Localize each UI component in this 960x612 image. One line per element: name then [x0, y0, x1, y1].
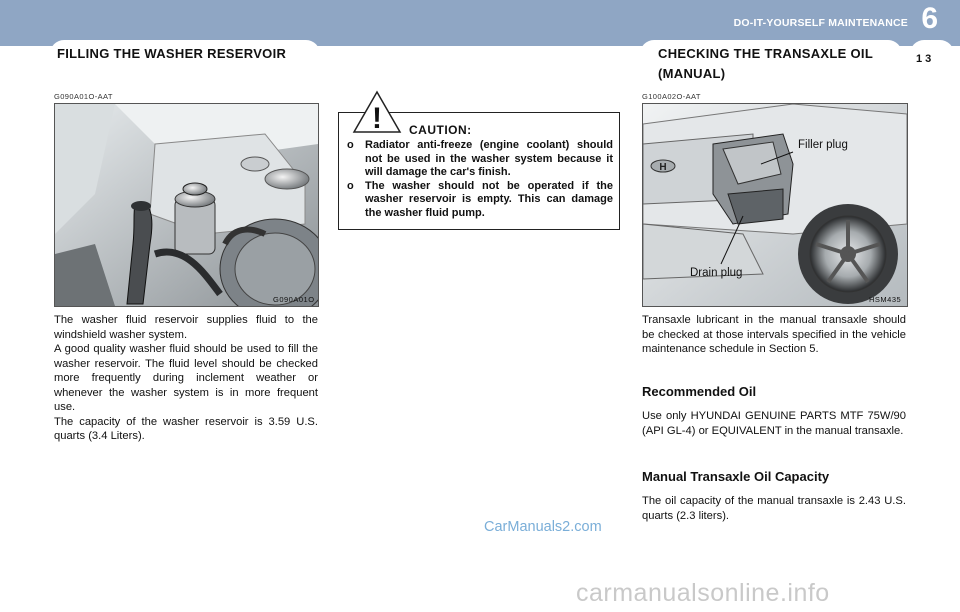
warning-triangle-icon: [352, 90, 402, 134]
washer-reservoir-photo: [54, 103, 319, 307]
transaxle-photo: [642, 103, 908, 307]
left-section-title: FILLING THE WASHER RESERVOIR: [57, 46, 287, 61]
right-section-title-line2: (MANUAL): [658, 66, 726, 81]
oil-capacity-heading: Manual Transaxle Oil Capacity: [642, 469, 830, 484]
left-doc-code: G090A01O-AAT: [54, 92, 113, 101]
caution-item: [347, 139, 613, 180]
caution-list: [347, 139, 613, 221]
drain-plug-callout: Drain plug: [690, 267, 743, 279]
engine-bay-illustration: [55, 104, 318, 306]
transaxle-intro-text: Transaxle lubricant in the manual transaxle should be checked at those intervals specified in the vehicle maintenance schedule in Section 5.: [642, 314, 906, 355]
oil-capacity-text: The oil capacity of the manual transaxle is 2.43 U.S. quarts (2.3 liters).: [642, 495, 906, 522]
left-body-paragraph: A good quality washer fluid should be used to fill the washer reservoir. The fluid level should be checked more frequently during inclement weather or whenever the washer system is in more frequent use.: [54, 343, 318, 413]
left-body-text: [54, 313, 318, 444]
vehicle-front-illustration: [643, 104, 907, 306]
svg-text:H: H: [659, 162, 667, 173]
right-image-label: HSM435: [869, 295, 902, 304]
page-number: 13: [916, 53, 935, 65]
caution-item-text: Radiator anti-freeze (engine coolant) should not be used in the washer system because it will damage the car's finish.: [365, 139, 613, 179]
left-image-label: G090A01O: [273, 295, 315, 304]
recommended-oil-text: Use only HYUNDAI GENUINE PARTS MTF 75W/90 (API GL-4) or EQUIVALENT in the manual transaxle.: [642, 410, 906, 437]
left-body-paragraph: The capacity of the washer reservoir is 3.59 U.S. quarts (3.4 Liters).: [54, 415, 318, 442]
recommended-oil-heading: Recommended Oil: [642, 384, 757, 399]
caution-bullet: o: [347, 139, 354, 151]
watermark-carmanualsonline: carmanualsonline.info: [576, 579, 830, 607]
watermark-carmanuals2: CarManuals2.com: [484, 519, 602, 535]
caution-item-text: The washer should not be operated if the washer reservoir is empty. This can damage the washer fluid pump.: [365, 179, 613, 219]
right-doc-code: G100A02O-AAT: [642, 92, 701, 101]
caution-bullet: o: [347, 179, 354, 192]
filler-plug-callout: Filler plug: [798, 139, 848, 151]
caution-item: [347, 180, 613, 221]
chapter-number: 6: [921, 2, 938, 35]
left-body-paragraph: The washer fluid reservoir supplies fluid to the windshield washer system.: [54, 314, 318, 341]
warning-symbol: !: [372, 102, 382, 134]
caution-title: CAUTION:: [409, 123, 472, 137]
right-section-title-line1: CHECKING THE TRANSAXLE OIL: [658, 46, 874, 61]
section-brand: DO-IT-YOURSELF MAINTENANCE: [733, 17, 908, 29]
